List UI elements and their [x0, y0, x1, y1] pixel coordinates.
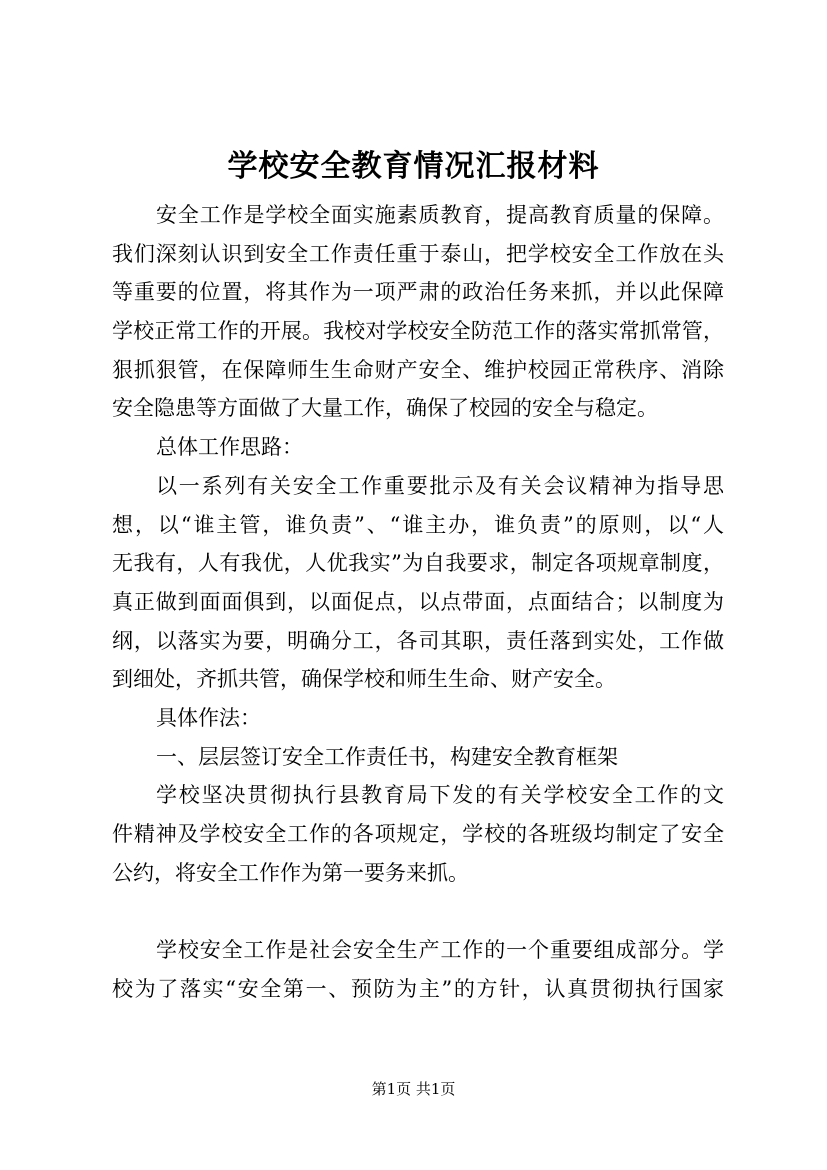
- paragraph-line: 纲，以落实为要，明确分工，各司其职，责任落到实处，工作做: [112, 628, 724, 653]
- paragraph-line: 真正做到面面俱到，以面促点，以点带面，点面结合；以制度为: [112, 589, 724, 614]
- paragraph-line: 到细处，齐抓共管，确保学校和师生生命、财产安全。: [112, 667, 616, 692]
- blank-line: [112, 892, 724, 931]
- document-title: 学校安全教育情况汇报材料: [227, 149, 600, 184]
- paragraph-line: 想，以“谁主管，谁负责”、“谁主办，谁负责”的原则，以“人: [112, 512, 724, 537]
- paragraph-line: 狠抓狠管，在保障师生生命财产安全、维护校园正常秩序、消除: [112, 357, 724, 382]
- page-footer: 第1页 共1页: [371, 1080, 456, 1098]
- paragraph-line: 以一系列有关安全工作重要批示及有关会议精神为指导思: [156, 473, 724, 498]
- paragraph-line: 校为了落实“安全第一、预防为主”的方针，认真贯彻执行国家: [112, 976, 724, 1001]
- section-heading: 总体工作思路：: [156, 435, 303, 460]
- paragraph-line: 件精神及学校安全工作的各项规定，学校的各班级均制定了安全: [112, 822, 724, 846]
- paragraph-line: 学校正常工作的开展。我校对学校安全防范工作的落实常抓常管，: [112, 319, 724, 344]
- paragraph-line: 安全工作是学校全面实施素质教育，提高教育质量的保障。: [156, 203, 724, 227]
- paragraph-line: 等重要的位置，将其作为一项严肃的政治任务来抓，并以此保障: [112, 280, 724, 305]
- paragraph-line: 我们深刻认识到安全工作责任重于泰山，把学校安全工作放在头: [112, 241, 724, 266]
- paragraph-line: 公约，将安全工作作为第一要务来抓。: [112, 860, 469, 885]
- paragraph-line: 无我有，人有我优，人优我实”为自我要求，制定各项规章制度，: [112, 551, 724, 576]
- section-heading: 具体作法：: [156, 705, 261, 730]
- document-body: [112, 196, 724, 1008]
- paragraph-line: 学校坚决贯彻执行县教育局下发的有关学校安全工作的文: [156, 783, 724, 808]
- subsection-heading: 一、层层签订安全工作责任书，构建安全教育框架: [156, 744, 618, 769]
- paragraph-line: 学校安全工作是社会安全生产工作的一个重要组成部分。学: [156, 938, 724, 963]
- paragraph-line: 安全隐患等方面做了大量工作，确保了校园的安全与稳定。: [112, 396, 658, 421]
